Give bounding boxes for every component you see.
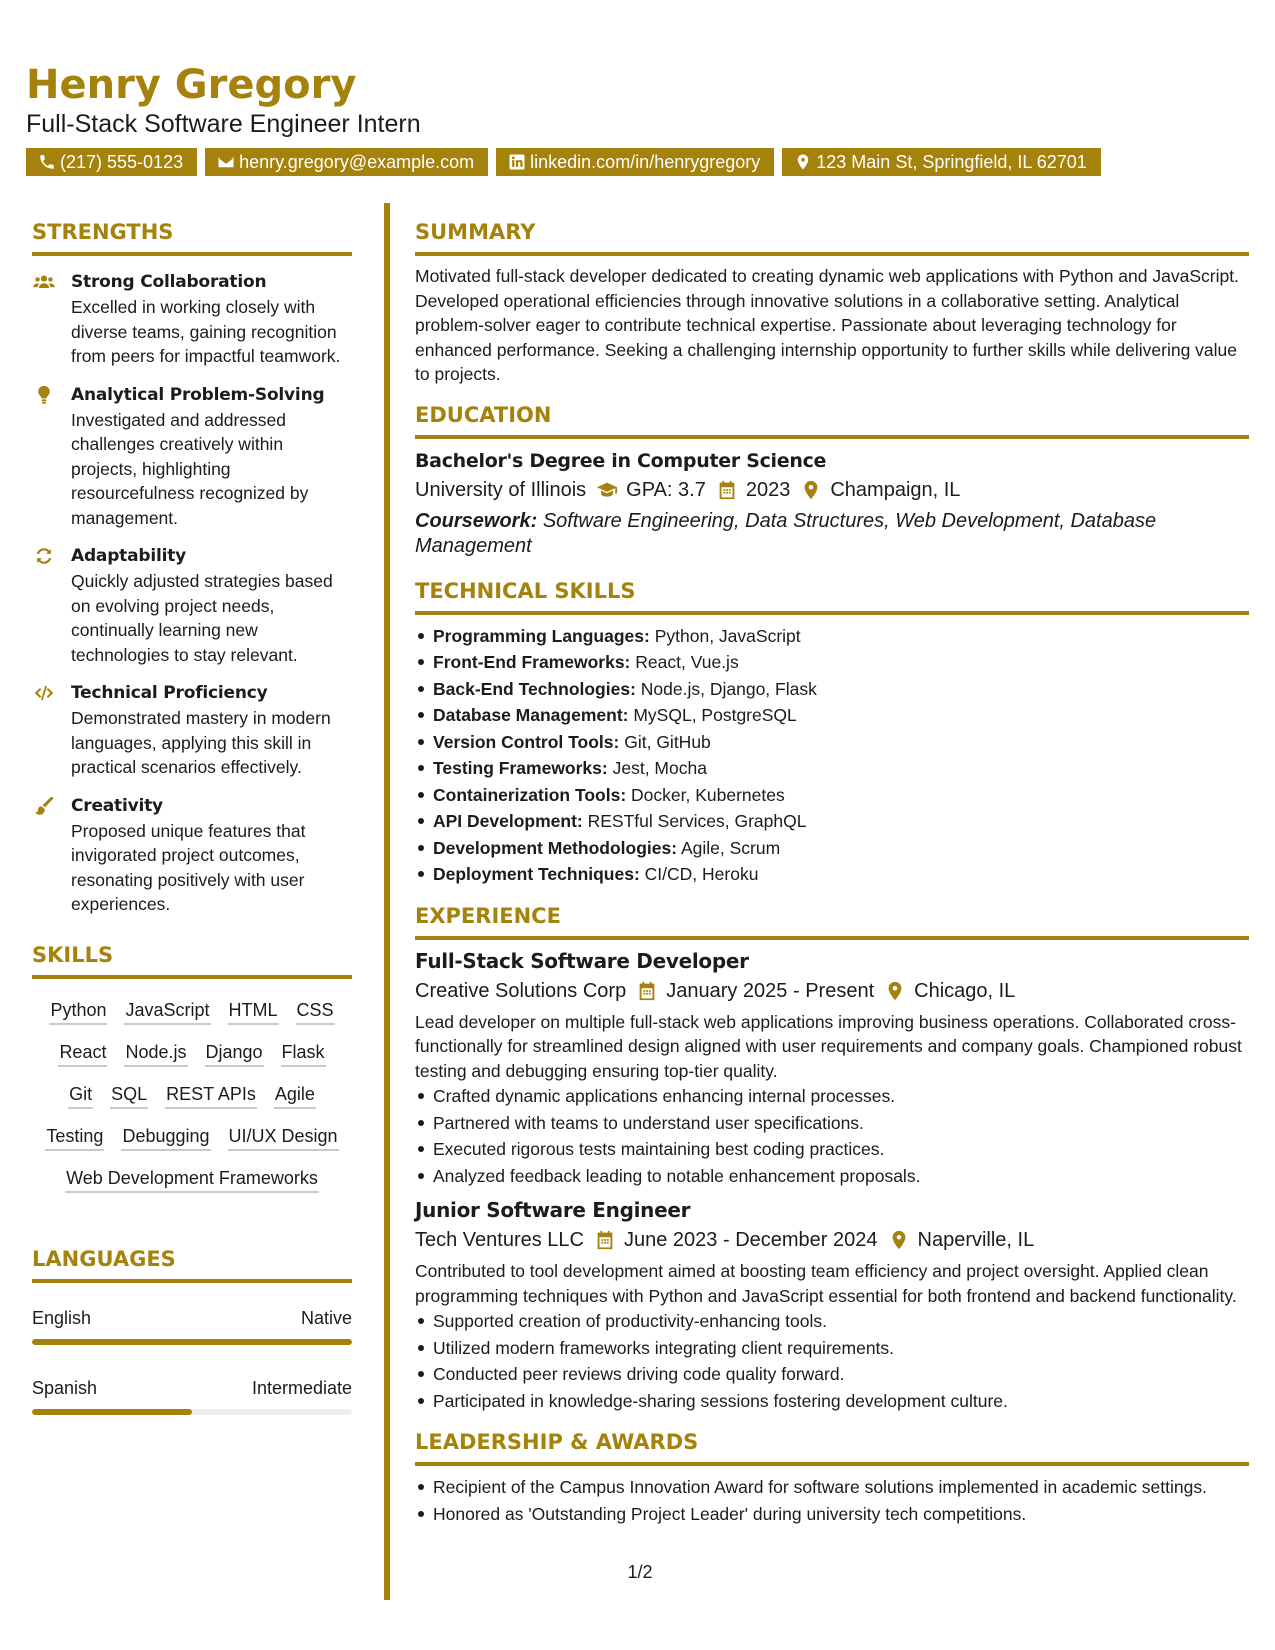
- skill-tag: Git: [68, 1081, 93, 1109]
- list-item: Honored as 'Outstanding Project Leader' during university tech competitions.: [415, 1501, 1249, 1528]
- technical-skills-list: [415, 623, 1249, 888]
- strength-desc: Excelled in working closely with diverse teams, gaining recognition from peers for impactful teamwork.: [71, 297, 341, 366]
- strength-title: Analytical Problem-Solving: [71, 384, 325, 405]
- strength-item: [32, 681, 352, 780]
- users-icon: [32, 271, 56, 293]
- strength-title: Adaptability: [71, 546, 187, 566]
- summary-text: Motivated full-stack developer dedicated to creating dynamic web applications with Python and JavaScript. Developed operational efficiencies through innovative solutions in a collaborative setting. Analytical problem-solver eager to contribute technical expertise. Passionate about leveraging technology for enhanced performance. Seeking a challenging internship opportunity to further skills while delivering value to projects.: [415, 266, 1239, 384]
- school-name: University of Illinois: [415, 478, 587, 501]
- degree-title: Bachelor's Degree in Computer Science: [415, 449, 827, 472]
- contact-bar: [26, 148, 1256, 176]
- job-description: Contributed to tool development aimed at boosting team efficiency and project oversight. Applied clean programming techniques with Python and JavaScript essential for both frontend and backend functionality.: [415, 1261, 1237, 1306]
- graduation-cap-icon: [596, 479, 618, 501]
- calendar-icon: [636, 980, 658, 1002]
- phone-icon: [38, 153, 56, 171]
- skill-tag: React: [58, 1039, 107, 1067]
- contact-email[interactable]: [205, 148, 488, 176]
- contact-phone[interactable]: [26, 148, 197, 176]
- column-divider: [384, 203, 390, 1600]
- skill-tag: Django: [205, 1039, 264, 1067]
- job-dates: January 2025 - Present: [666, 979, 875, 1002]
- skill-tag: Flask: [281, 1039, 326, 1067]
- job-meta: [415, 1225, 1249, 1255]
- map-pin-icon: [888, 1229, 910, 1251]
- strength-item: [32, 544, 352, 667]
- list-item: Programming Languages: Python, JavaScript: [415, 623, 1249, 650]
- sync-icon: [32, 545, 56, 567]
- page-number: 1/2: [627, 1562, 653, 1582]
- strength-title: Creativity: [71, 795, 163, 816]
- languages-heading: LANGUAGES: [32, 1245, 352, 1283]
- leadership-heading: LEADERSHIP & AWARDS: [415, 1428, 1249, 1466]
- address-text: 123 Main St, Springfield, IL 62701: [816, 152, 1087, 172]
- strengths-heading: STRENGTHS: [32, 218, 352, 256]
- language-item: [32, 1375, 352, 1415]
- strength-title: Strong Collaboration: [71, 272, 267, 292]
- company-name: Creative Solutions Corp: [415, 979, 627, 1002]
- envelope-icon: [217, 153, 235, 171]
- list-item: Back-End Technologies: Node.js, Django, Flask: [415, 676, 1249, 703]
- leadership-list: [415, 1474, 1249, 1527]
- skill-tag: Debugging: [121, 1123, 210, 1151]
- company-name: Tech Ventures LLC: [415, 1229, 584, 1251]
- coursework-label: Coursework:: [415, 509, 538, 532]
- list-item: Database Management: MySQL, PostgreSQL: [415, 702, 1249, 729]
- job-location: Naperville, IL: [917, 1229, 1035, 1251]
- map-pin-icon: [794, 153, 812, 171]
- skill-tag: Python: [49, 997, 107, 1025]
- phone-text: (217) 555-0123: [60, 152, 184, 172]
- strength-item: [32, 383, 352, 531]
- skill-tag: Node.js: [124, 1039, 187, 1067]
- job-meta: [415, 976, 1249, 1006]
- job-title: Junior Software Engineer: [415, 1198, 691, 1222]
- list-item: Executed rigorous tests maintaining best coding practices.: [415, 1136, 1249, 1163]
- education-heading: EDUCATION: [415, 401, 1249, 439]
- map-pin-icon: [884, 980, 906, 1002]
- job-dates: June 2023 - December 2024: [624, 1229, 878, 1251]
- strength-title: Technical Proficiency: [71, 683, 268, 703]
- skills-tags: [32, 997, 352, 1193]
- email-text: henry.gregory@example.com: [239, 152, 475, 172]
- list-item: Version Control Tools: Git, GitHub: [415, 729, 1249, 756]
- calendar-icon: [716, 479, 738, 501]
- left-column: [32, 218, 352, 1415]
- technical-skills-heading: TECHNICAL SKILLS: [415, 577, 1249, 615]
- education-section: [415, 401, 1249, 559]
- job-location: Chicago, IL: [914, 979, 1016, 1002]
- strength-desc: Investigated and addressed challenges creatively within projects, highlighting resourcefulness recognized by management.: [71, 409, 309, 528]
- paintbrush-icon: [32, 795, 56, 817]
- job-description: Lead developer on multiple full-stack web applications improving business operations. Collaborated cross-functionally for streamlined design aligned with user requirements and company goals. Championed robust testing and debugging ensuring top-tier quality.: [415, 1011, 1242, 1081]
- gpa: GPA: 3.7: [626, 478, 706, 501]
- strength-desc: Proposed unique features that invigorated project outcomes, resonating positively with user experiences.: [71, 820, 306, 914]
- language-item: [32, 1305, 352, 1345]
- lightbulb-icon: [32, 384, 56, 406]
- experience-section: [415, 902, 1249, 1415]
- coursework-list: Software Engineering, Data Structures, Web Development, Database Management: [415, 509, 1157, 557]
- list-item: API Development: RESTful Services, GraphQL: [415, 808, 1249, 835]
- graduation-year: 2023: [745, 478, 791, 501]
- list-item: Supported creation of productivity-enhancing tools.: [415, 1308, 1249, 1335]
- language-proficiency-fill: [32, 1339, 352, 1345]
- candidate-name: Henry Gregory: [26, 62, 357, 108]
- list-item: Conducted peer reviews driving code quality forward.: [415, 1361, 1249, 1388]
- skill-tag: Web Development Frameworks: [65, 1165, 319, 1193]
- strength-desc: Quickly adjusted strategies based on evolving project needs, continually learning new technologies to stay relevant.: [71, 571, 333, 665]
- summary-heading: SUMMARY: [415, 218, 1249, 256]
- linkedin-icon: [508, 153, 526, 171]
- skill-tag: Agile: [274, 1081, 316, 1109]
- skills-heading: SKILLS: [32, 941, 352, 979]
- list-item: Recipient of the Campus Innovation Award for software solutions implemented in academic settings.: [415, 1474, 1249, 1501]
- linkedin-text: linkedin.com/in/henrygregory: [530, 152, 761, 172]
- map-pin-icon: [800, 479, 822, 501]
- list-item: Testing Frameworks: Jest, Mocha: [415, 755, 1249, 782]
- strength-item: [32, 794, 352, 917]
- language-proficiency-bar: [32, 1339, 352, 1345]
- list-item: Front-End Frameworks: React, Vue.js: [415, 649, 1249, 676]
- language-proficiency-bar: [32, 1409, 352, 1415]
- list-item: Participated in knowledge-sharing sessions fostering development culture.: [415, 1388, 1249, 1415]
- strength-desc: Demonstrated mastery in modern languages, applying this skill in practical scenarios effectively.: [71, 708, 331, 777]
- technical-skills-section: [415, 577, 1249, 888]
- coursework: [415, 509, 1249, 559]
- list-item: Containerization Tools: Docker, Kubernetes: [415, 782, 1249, 809]
- job-entry: [415, 1195, 1249, 1414]
- language-level: Intermediate: [251, 1377, 352, 1398]
- list-item: Crafted dynamic applications enhancing internal processes.: [415, 1083, 1249, 1110]
- contact-linkedin[interactable]: [496, 148, 774, 176]
- education-meta: [415, 475, 1249, 505]
- resume-header: [26, 62, 1256, 176]
- code-icon: [32, 682, 56, 704]
- list-item: Utilized modern frameworks integrating client requirements.: [415, 1335, 1249, 1362]
- job-bullets: [415, 1308, 1249, 1414]
- skill-tag: JavaScript: [124, 997, 210, 1025]
- skill-tag: UI/UX Design: [228, 1123, 339, 1151]
- strength-item: [32, 270, 352, 369]
- list-item: Development Methodologies: Agile, Scrum: [415, 835, 1249, 862]
- language-name: English: [32, 1307, 92, 1328]
- list-item: Deployment Techniques: CI/CD, Heroku: [415, 861, 1249, 888]
- skill-tag: HTML: [228, 997, 279, 1025]
- leadership-section: [415, 1428, 1249, 1527]
- education-location: Champaign, IL: [830, 478, 961, 501]
- list-item: Partnered with teams to understand user specifications.: [415, 1110, 1249, 1137]
- right-column: [415, 218, 1249, 1527]
- skill-tag: CSS: [296, 997, 335, 1025]
- job-entry: [415, 946, 1249, 1190]
- language-proficiency-fill: [32, 1409, 192, 1415]
- list-item: Analyzed feedback leading to notable enhancement proposals.: [415, 1163, 1249, 1190]
- skill-tag: SQL: [110, 1081, 148, 1109]
- job-bullets: [415, 1083, 1249, 1189]
- skill-tag: REST APIs: [165, 1081, 257, 1109]
- candidate-headline: Full-Stack Software Engineer Intern: [26, 110, 421, 138]
- summary-section: [415, 218, 1249, 387]
- language-name: Spanish: [32, 1377, 98, 1398]
- job-title: Full-Stack Software Developer: [415, 948, 749, 973]
- skill-tag: Testing: [45, 1123, 104, 1151]
- calendar-icon: [594, 1229, 616, 1251]
- language-level: Native: [300, 1307, 352, 1328]
- experience-heading: EXPERIENCE: [415, 902, 1249, 940]
- contact-address: [782, 148, 1101, 176]
